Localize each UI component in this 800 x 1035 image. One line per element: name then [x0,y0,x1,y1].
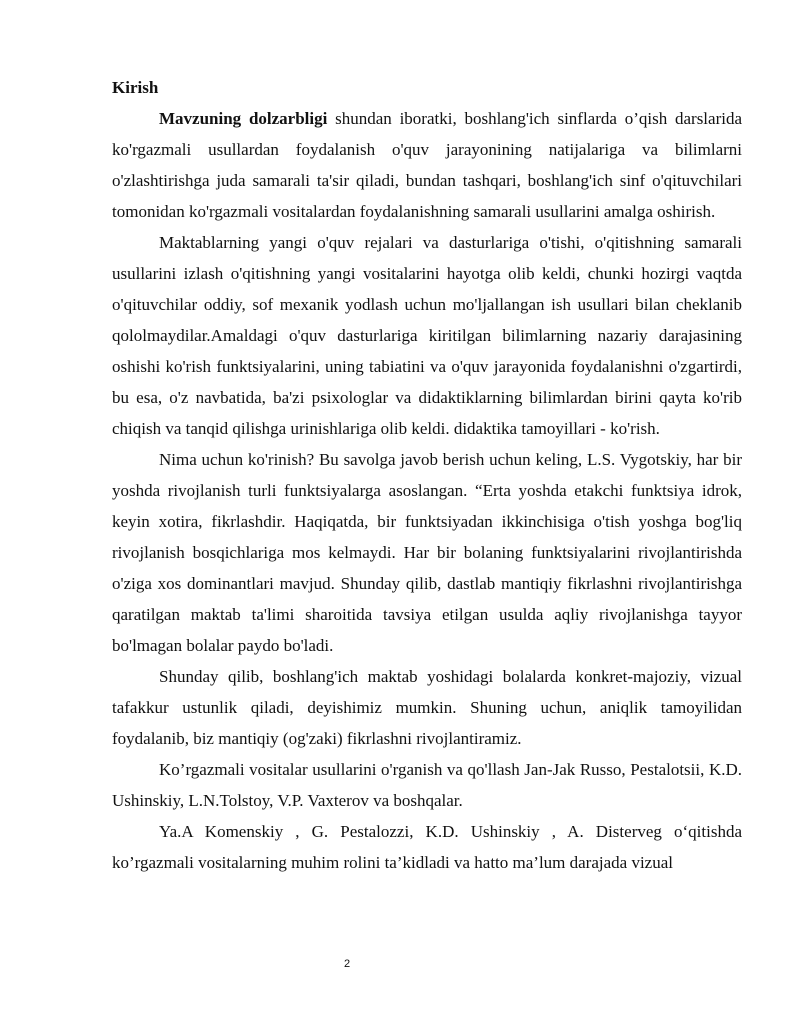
paragraph-relevance [112,103,742,227]
section-heading: Kirish [112,78,159,97]
paragraph: Maktablarning yangi o'quv rejalari va dasturlariga o'tishi, o'qitishning samarali usullarini izlash o'qitishning yangi vositalarini hayotga olib keldi, chunki hozirgi vaqtda o'qituvchilar oddiy, sof mexanik yodlash uchun mo'ljallangan ish usullari bilan cheklanib qololmaydilar.Amaldagi o'quv dasturlariga kiritilgan bilimlarning nazariy darajasining oshishi ko'rish funktsiyalarini, uning tabiatini va o'quv jarayonida foydalanishni o'zgartirdi, bu esa, o'z navbatida, ba'zi psixologlar va didaktiklarning bilimlardan birini qayta ko'rib chiqish va tanqid qilishga urinishlariga olib keldi. didaktika tamoyillari - ko'rish. [112,233,742,438]
document-body [112,72,742,878]
paragraph-text: shundan iboratki, boshlang'ich sinflarda o’qish darslarida ko'rgazmali usullardan foydalanish o'quv jarayonining natijalariga va bilimlarni o'zlashtirishga juda samarali ta'sir qiladi, bundan tashqari, boshlang'ich sinf o'qituvchilari tomonidan ko'rgazmali vositalardan foydalanishning samarali usullarini amalga oshirish. [112,109,743,221]
page-number: 2 [343,958,351,970]
paragraph: Shunday qilib, boshlang'ich maktab yoshidagi bolalarda konkret-majoziy, vizual tafakkur ustunlik qiladi, deyishimiz mumkin. Shuning uchun, aniqlik tamoyilidan foydalanib, biz mantiqiy (og'zaki) fikrlashni rivojlantiramiz. [112,667,742,748]
paragraph: Ya.A Komenskiy , G. Pestalozzi, K.D. Ushinskiy , A. Disterveg o‘qitishda ko’rgazmali vositalarning muhim rolini ta’kidladi va hatto ma’lum darajada vizual [112,822,742,872]
paragraph: Ko’rgazmali vositalar usullarini o'rganish va qo'llash Jan-Jak Russo, Pestalotsii, K.D. Ushinskiy, L.N.Tolstoy, V.P. Vaxterov va boshqalar. [112,760,742,810]
paragraph: Nima uchun ko'rinish? Bu savolga javob berish uchun keling, L.S. Vygotskiy, har bir yoshda rivojlanish turli funktsiyalarga asoslangan. “Erta yoshda etakchi funktsiya idrok, keyin xotira, fikrlashdir. Haqiqatda, bir funktsiyadan ikkinchisiga o'tish yoshga bog'liq rivojlanish bosqichlariga mos kelmaydi. Har bir bolaning funktsiyalarini rivojlantirishda o'ziga xos dominantlari mavjud. Shunday qilib, dastlab mantiqiy fikrlashni rivojlantirishga qaratilgan maktab ta'limi sharoitida tavsiya etilgan usulda aqliy rivojlanishga tayyor bo'lmagan bolalar paydo bo'ladi. [112,450,742,655]
paragraph-lead: Mavzuning dolzarbligi [159,109,328,128]
